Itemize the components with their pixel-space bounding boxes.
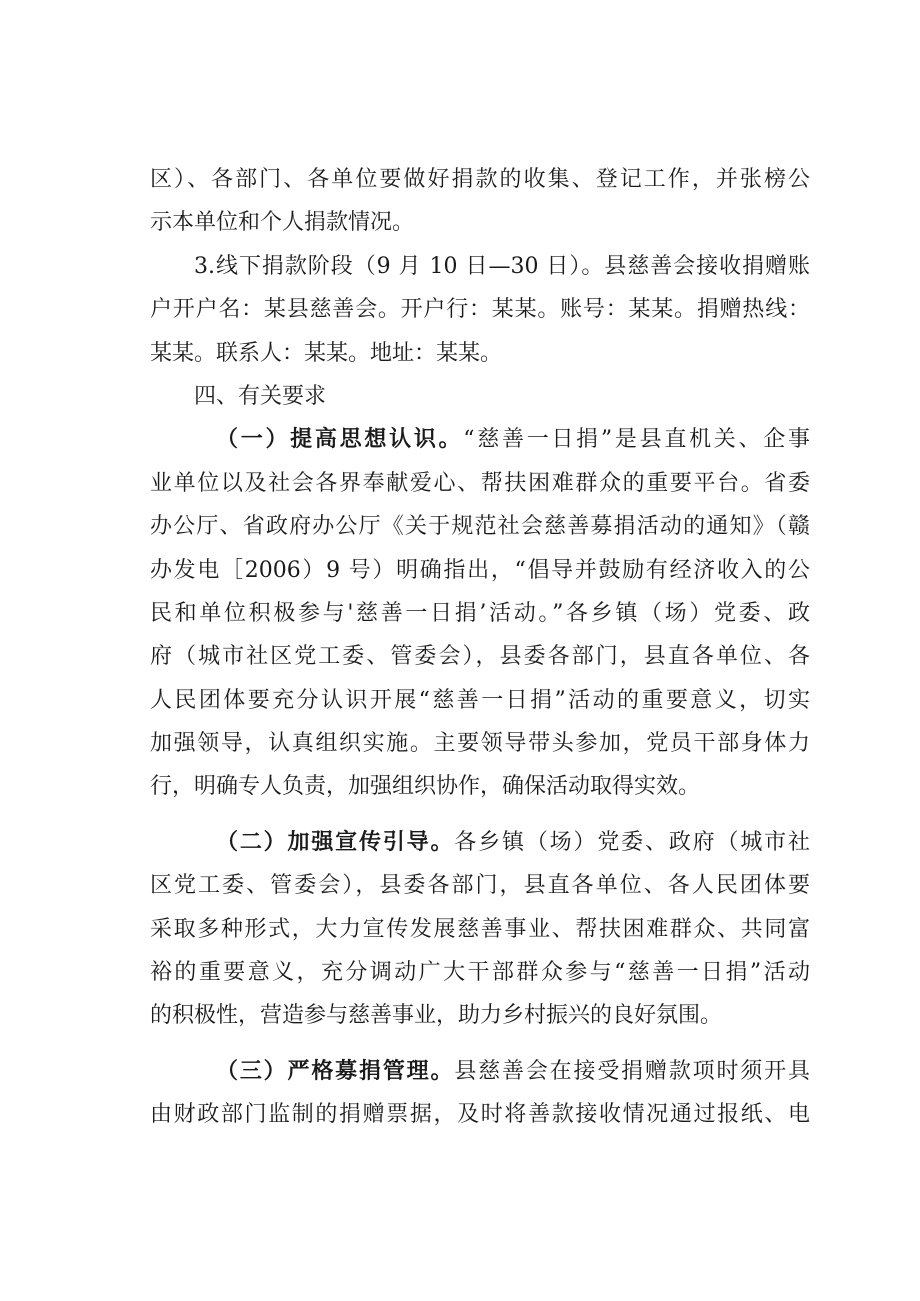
text-line: 业单位以及社会各界奉献爱心、帮扶困难群众的重要平台。省委 (150, 470, 810, 496)
text-line (150, 821, 810, 864)
paragraph-offline-donation (150, 245, 810, 375)
paragraph-item-2 (150, 821, 810, 1038)
text-line: 示本单位和个人捐款情况。 (150, 210, 415, 236)
text-line (150, 418, 810, 461)
text-line: 采取多种形式，大力宣传发展慈善事业、帮扶困难群众、共同富 (150, 916, 810, 942)
text-line: 的积极性，营造参与慈善事业，助力乡村振兴的良好氛围。 (150, 1003, 723, 1029)
text-line: 人民团体要充分认识开展“慈善一日捐”活动的重要意义，切实 (150, 687, 810, 713)
item-lead: （一）提高思想认识。 (216, 427, 464, 453)
section-heading: 四、有关要求 (194, 383, 327, 409)
text-line (150, 1050, 810, 1093)
text-line: 府（城市社区党工委、管委会），县委各部门，县直各单位、各 (150, 644, 810, 670)
text-line: 3.线下捐款阶段（9 月 10 日—30 日）。县慈善会接收捐赠账 (194, 253, 810, 279)
document-body (150, 158, 810, 1137)
item-lead: （二）加强宣传引导。 (216, 829, 455, 855)
text-line: 民和单位积极参与'慈善一日捐’活动。”各乡镇（场）党委、政 (150, 600, 810, 626)
text-line: 区）、各部门、各单位要做好捐款的收集、登记工作，并张榜公 (150, 167, 810, 192)
paragraph-item-3 (150, 1050, 810, 1137)
text-line: 区党工委、管委会），县委各部门，县直各单位、各人民团体要 (150, 873, 810, 899)
paragraph-item-1 (150, 418, 810, 809)
text-line: 户开户名：某县慈善会。开户行：某某。账号：某某。捐赠热线： (150, 297, 810, 323)
item-lead: （三）严格募捐管理。 (216, 1058, 455, 1084)
text-line: 办公厅、省政府办公厅《关于规范社会慈善募捐活动的通知》（赣 (150, 514, 810, 540)
text-line: 行，明确专人负责，加强组织协作，确保活动取得实效。 (150, 774, 701, 800)
text-line: 裕的重要意义，充分调动广大干部群众参与“慈善一日捐”活动 (150, 960, 810, 986)
item-text: 各乡镇（场）党委、政府（城市社 (454, 829, 810, 855)
paragraph-gap (150, 809, 810, 821)
text-line: 某某。联系人：某某。地址：某某。 (150, 340, 503, 366)
item-text: “慈善一日捐”是县直机关、企事 (463, 427, 810, 453)
text-line: 办发电［2006）9 号）明确指出，“倡导并鼓励有经济收入的公 (150, 557, 810, 583)
item-text: 县慈善会在接受捐赠款项时须开具 (454, 1058, 810, 1084)
paragraph-intro (150, 158, 810, 245)
paragraph-gap (150, 1038, 810, 1050)
text-line: 由财政部门监制的捐赠票据，及时将善款接收情况通过报纸、电 (150, 1102, 810, 1128)
text-line: 加强领导，认真组织实施。主要领导带头参加，党员干部身体力 (150, 731, 810, 757)
